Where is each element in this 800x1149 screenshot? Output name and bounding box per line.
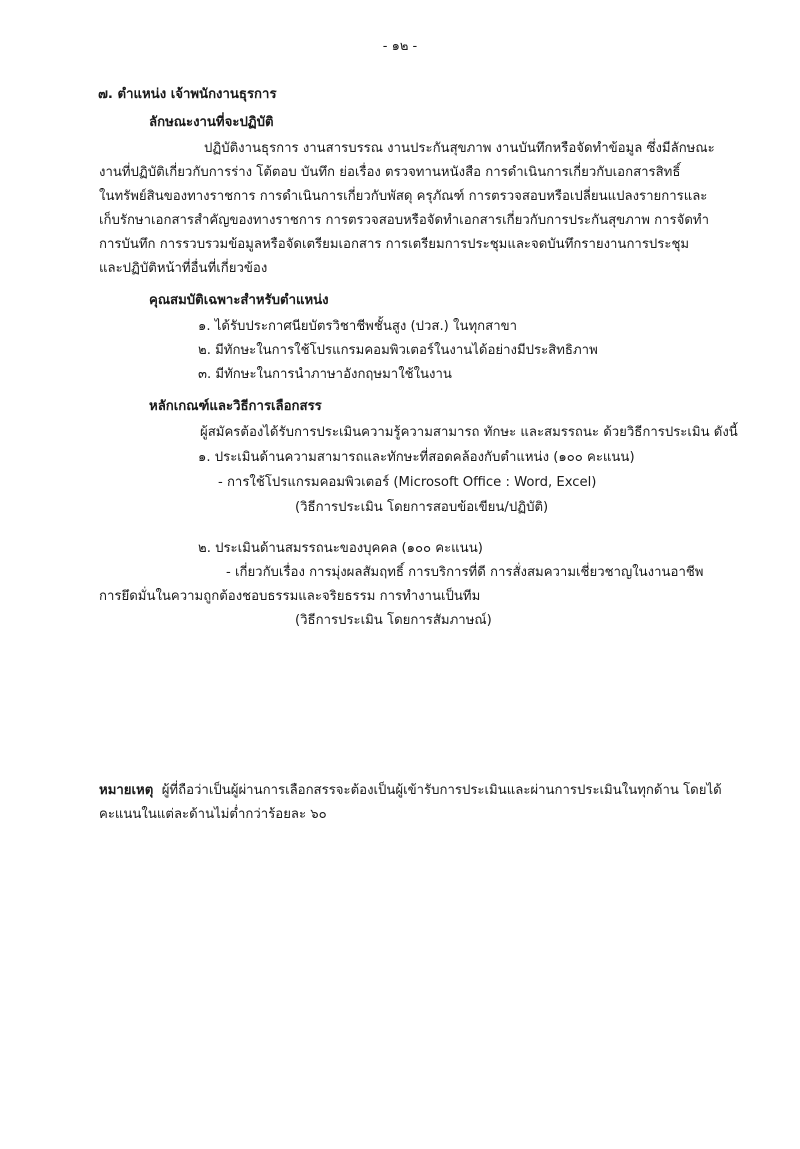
note-line-1	[99, 782, 722, 800]
criterion-title: ๑. ประเมินด้านความสามารถและทักษะที่สอดคล้องกับตำแหน่ง (๑๐๐ คะแนน)	[198, 450, 635, 465]
duties-line: และปฏิบัติหน้าที่อื่นที่เกี่ยวข้อง	[99, 261, 268, 276]
duties-line: งานที่ปฏิบัติเกี่ยวกับการร่าง โต้ตอบ บันทึก ย่อเรื่อง ตรวจทานหนังสือ การดำเนินการเกี่ยวกับเอกสารสิทธิ์	[99, 165, 681, 180]
note-label: หมายเหตุ	[99, 783, 154, 798]
qualification-item: ๒. มีทักษะในการใช้โปรแกรมคอมพิวเตอร์ในงานได้อย่างมีประสิทธิภาพ	[198, 343, 598, 358]
criterion-method: (วิธีการประเมิน โดยการสอบข้อเขียน/ปฏิบัติ)	[295, 500, 549, 515]
criterion-detail: - การใช้โปรแกรมคอมพิวเตอร์ (Microsoft Office : Word, Excel)	[218, 475, 597, 490]
criterion-title: ๒. ประเมินด้านสมรรถนะของบุคคล (๑๐๐ คะแนน)	[198, 541, 483, 556]
section-title: ๗. ตำแหน่ง เจ้าพนักงานธุรการ	[98, 87, 277, 102]
duties-line: ปฏิบัติงานธุรการ งานสารบรรณ งานประกันสุขภาพ งานบันทึกหรือจัดทำข้อมูล ซึ่งมีลักษณะ	[204, 141, 715, 156]
page-number: - ๑๒ -	[382, 39, 418, 54]
selection-intro: ผู้สมัครต้องได้รับการประเมินความรู้ความสามารถ ทักษะ และสมรรถนะ ด้วยวิธีการประเมิน ดังนี้	[200, 425, 738, 440]
note-text: ผู้ที่ถือว่าเป็นผู้ผ่านการเลือกสรรจะต้องเป็นผู้เข้ารับการประเมินและผ่านการประเมินในทุกด้าน โดยได้	[161, 783, 722, 798]
qualifications-heading: คุณสมบัติเฉพาะสำหรับตำแหน่ง	[149, 293, 329, 308]
duties-line: เก็บรักษาเอกสารสำคัญของทางราชการ การตรวจสอบหรือจัดทำเอกสารเกี่ยวกับการประกันสุขภาพ การจัดทำ	[99, 213, 710, 228]
duties-heading: ลักษณะงานที่จะปฏิบัติ	[149, 115, 274, 130]
note-line-2: คะแนนในแต่ละด้านไม่ต่ำกว่าร้อยละ ๖๐	[99, 807, 327, 822]
criterion-detail: การยึดมั่นในความถูกต้องชอบธรรมและจริยธรรม การทำงานเป็นทีม	[99, 589, 481, 604]
criterion-detail: - เกี่ยวกับเรื่อง การมุ่งผลสัมฤทธิ์ การบริการที่ดี การสั่งสมความเชี่ยวชาญในงานอาชีพ	[226, 565, 704, 580]
qualification-item: ๓. มีทักษะในการนำภาษาอังกฤษมาใช้ในงาน	[198, 367, 452, 382]
duties-line: การบันทึก การรวบรวมข้อมูลหรือจัดเตรียมเอกสาร การเตรียมการประชุมและจดบันทึกรายงานการประชุม	[99, 237, 690, 252]
selection-heading: หลักเกณฑ์และวิธีการเลือกสรร	[149, 399, 322, 414]
duties-line: ในทรัพย์สินของทางราชการ การดำเนินการเกี่ยวกับพัสดุ ครุภัณฑ์ การตรวจสอบหรือเปลี่ยนแปลงรายการและ	[99, 189, 708, 204]
qualification-item: ๑. ได้รับประกาศนียบัตรวิชาชีพชั้นสูง (ปวส.) ในทุกสาขา	[198, 319, 518, 334]
criterion-method: (วิธีการประเมิน โดยการสัมภาษณ์)	[295, 613, 492, 628]
